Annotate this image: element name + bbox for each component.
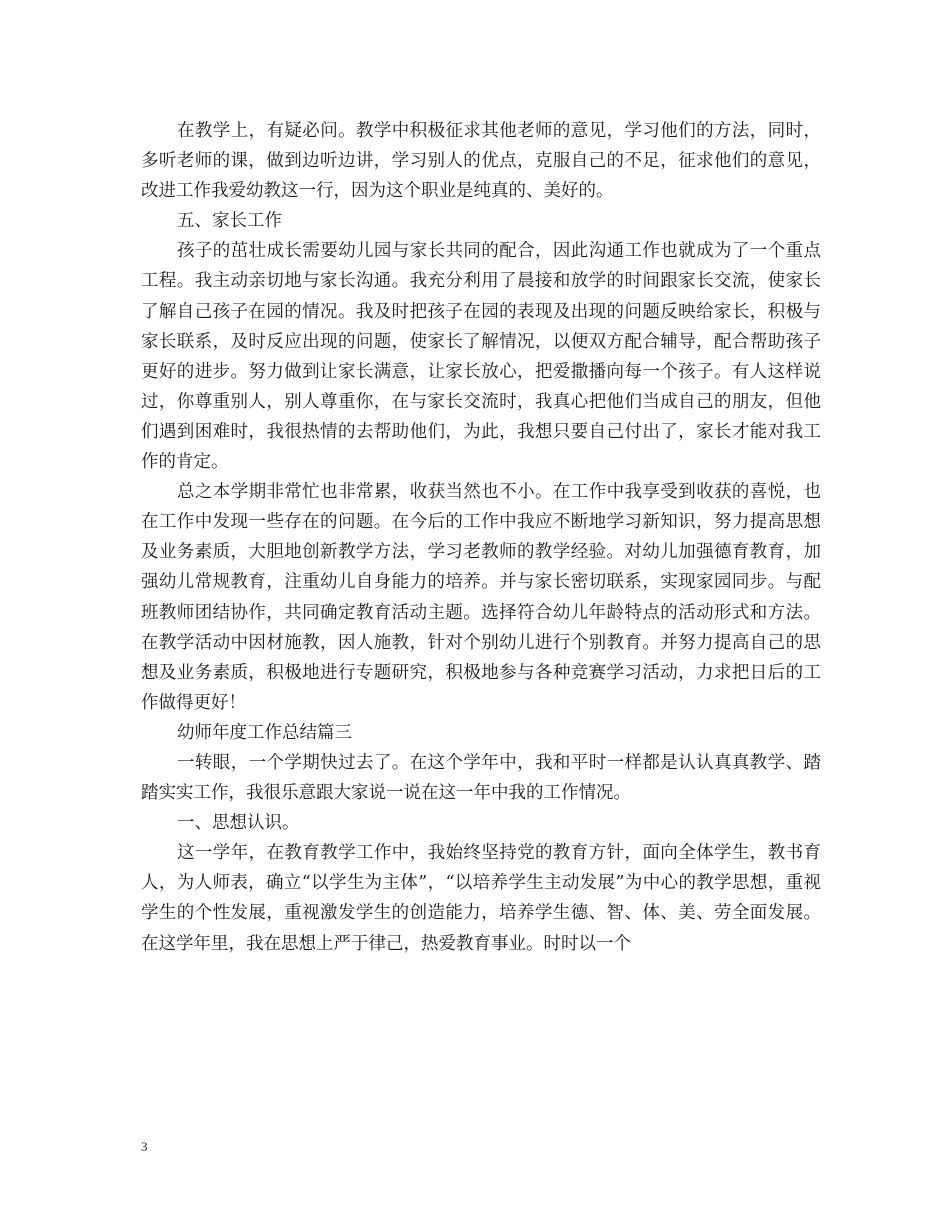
heading-ideological-awareness: 一、思想认识。 [177, 813, 300, 834]
heading-parent-work: 五、家长工作 [177, 211, 282, 232]
paragraph-semester-summary: 总之本学期非常忙也非常累，收获当然也不小。在工作中我享受到收获的喜悦，也在工作中发现一些存在的问题。在今后的工作中我应不断地学习新知识，努力提高思想及业务素质，大胆地创新教学方法，学习老教师的教学经验。对幼儿加强德育教育，加强幼儿常规教育，注重幼儿自身能力的培养。并与家长密切联系，实现家园同步。与配班教师团结协作，共同确定教育活动主题。选择符合幼儿年龄特点的活动形式和方法。在教学活动中因材施教，因人施教，针对个别幼儿进行个别教育。并努力提高自己的思想及业务素质，积极地进行专题研究，积极地参与各种竞赛学习活动，力求把日后的工作做得更好！ [141, 482, 821, 713]
paragraph-teaching-attitude: 在教学上，有疑必问。教学中积极征求其他老师的意见，学习他们的方法，同时，多听老师的课，做到边听边讲，学习别人的优点，克服自己的不足，征求他们的意见，改进工作我爱幼教这一行，因为这个职业是纯真的、美好的。 [141, 121, 821, 202]
paragraph-parent-communication: 孩子的茁壮成长需要幼儿园与家长共同的配合，因此沟通工作也就成为了一个重点工程。我主动亲切地与家长沟通。我充分利用了晨接和放学的时间跟家长交流，使家长了解自己孩子在园的情况。我及时把孩子在园的表现及出现的问题反映给家长，积极与家长联系，及时反应出现的问题，使家长了解情况，以便双方配合辅导，配合帮助孩子更好的进步。努力做到让家长满意，让家长放心，把爱撒播向每一个孩子。有人这样说过，你尊重别人，别人尊重你，在与家长交流时，我真心把他们当成自己的朋友，但他们遇到困难时，我很热情的去帮助他们，为此，我想只要自己付出了，家长才能对我工作的肯定。 [141, 241, 821, 473]
heading-summary-part-three: 幼师年度工作总结篇三 [177, 722, 352, 743]
paragraph-education-philosophy: 这一学年，在教育教学工作中，我始终坚持党的教育方针，面向全体学生，教书育人，为人师表，确立“以学生为主体”，“以培养学生主动发展”为中心的教学思想，重视学生的个性发展，重视激发学生的创造能力，培养学生德、智、体、美、劳全面发展。在这学年里，我在思想上严于律己，热爱教育事业。时时以一个 [141, 843, 821, 954]
document-body [141, 116, 821, 959]
page-number: 3 [141, 1139, 148, 1154]
paragraph-year-intro: 一转眼，一个学期快过去了。在这个学年中，我和平时一样都是认认真真教学、踏踏实实工作，我很乐意跟大家说一说在这一年中我的工作情况。 [141, 752, 821, 804]
